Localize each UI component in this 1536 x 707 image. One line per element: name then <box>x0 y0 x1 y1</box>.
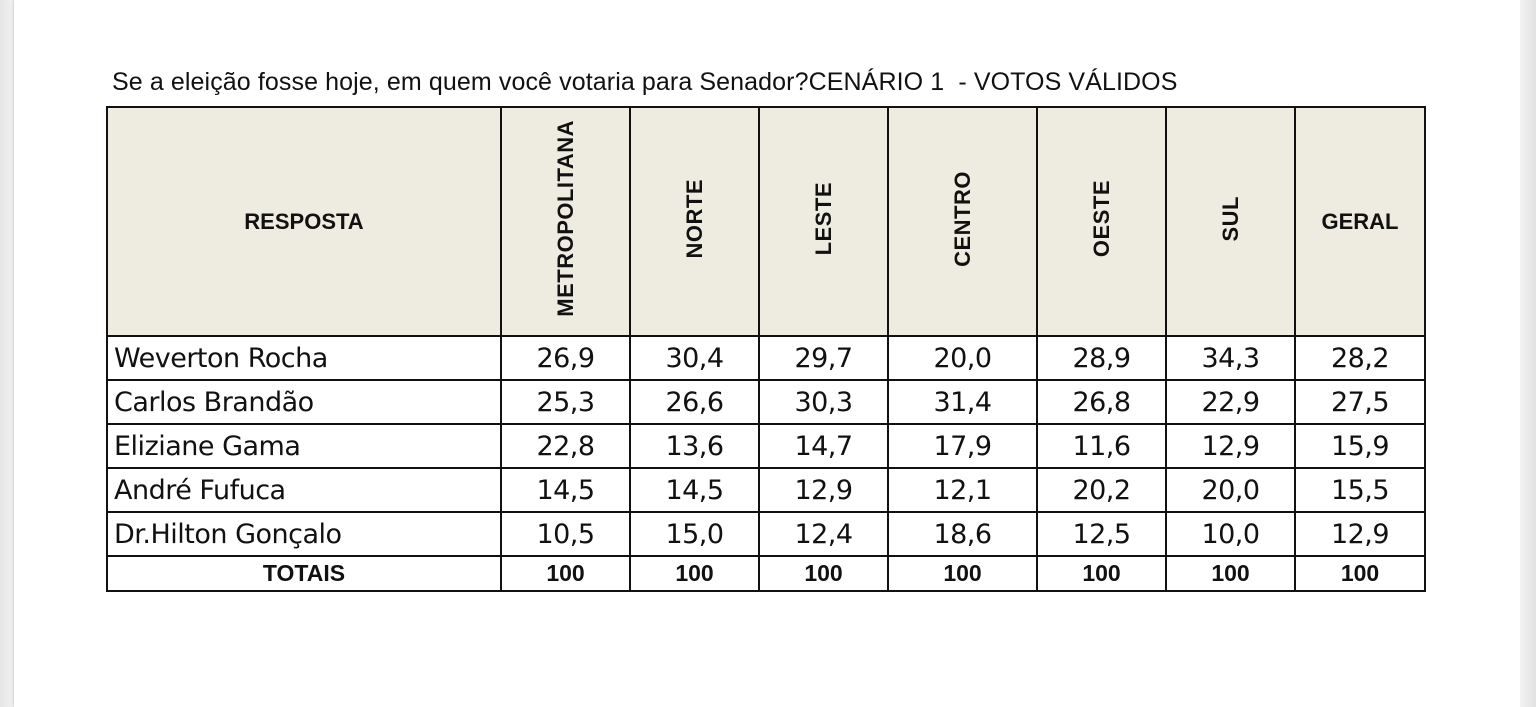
value-cell: 34,3 <box>1166 336 1295 380</box>
totals-row <box>107 556 1425 591</box>
table-row <box>107 512 1425 556</box>
value-cell: 29,7 <box>759 336 888 380</box>
header-region: CENTRO <box>888 107 1037 336</box>
table-row <box>107 468 1425 512</box>
header-region: METROPOLITANA <box>501 107 630 336</box>
value-cell: 22,8 <box>501 424 630 468</box>
candidate-name: Weverton Rocha <box>107 336 501 380</box>
table-title: Se a eleição fosse hoje, em quem você votaria para Senador?CENÁRIO 1 - VOTOS VÁLIDOS <box>112 68 1178 96</box>
value-cell: 12,5 <box>1037 512 1166 556</box>
value-cell: 14,5 <box>501 468 630 512</box>
header-region: NORTE <box>630 107 759 336</box>
table-row <box>107 424 1425 468</box>
value-cell: 28,2 <box>1295 336 1425 380</box>
value-cell: 22,9 <box>1166 380 1295 424</box>
value-cell: 10,5 <box>501 512 630 556</box>
value-cell: 20,2 <box>1037 468 1166 512</box>
total-cell: 100 <box>888 556 1037 591</box>
right-margin <box>1520 0 1536 707</box>
value-cell: 18,6 <box>888 512 1037 556</box>
value-cell: 28,9 <box>1037 336 1166 380</box>
totals-label: TOTAIS <box>107 556 501 591</box>
candidate-name: Dr.Hilton Gonçalo <box>107 512 501 556</box>
value-cell: 20,0 <box>1166 468 1295 512</box>
header-region: SUL <box>1166 107 1295 336</box>
value-cell: 31,4 <box>888 380 1037 424</box>
value-cell: 25,3 <box>501 380 630 424</box>
total-cell: 100 <box>1166 556 1295 591</box>
value-cell: 11,6 <box>1037 424 1166 468</box>
table-row <box>107 336 1425 380</box>
total-cell: 100 <box>501 556 630 591</box>
results-table <box>106 106 1426 592</box>
header-total: GERAL <box>1295 107 1425 336</box>
value-cell: 12,9 <box>759 468 888 512</box>
value-cell: 12,1 <box>888 468 1037 512</box>
value-cell: 14,7 <box>759 424 888 468</box>
value-cell: 15,9 <box>1295 424 1425 468</box>
value-cell: 30,3 <box>759 380 888 424</box>
total-cell: 100 <box>630 556 759 591</box>
value-cell: 15,0 <box>630 512 759 556</box>
total-cell: 100 <box>1295 556 1425 591</box>
left-margin <box>0 0 14 707</box>
value-cell: 10,0 <box>1166 512 1295 556</box>
header-response: RESPOSTA <box>107 107 501 336</box>
value-cell: 27,5 <box>1295 380 1425 424</box>
value-cell: 14,5 <box>630 468 759 512</box>
value-cell: 26,9 <box>501 336 630 380</box>
value-cell: 13,6 <box>630 424 759 468</box>
value-cell: 20,0 <box>888 336 1037 380</box>
candidate-name: Eliziane Gama <box>107 424 501 468</box>
value-cell: 17,9 <box>888 424 1037 468</box>
value-cell: 12,9 <box>1295 512 1425 556</box>
header-region: OESTE <box>1037 107 1166 336</box>
value-cell: 12,4 <box>759 512 888 556</box>
total-cell: 100 <box>759 556 888 591</box>
header-row <box>107 107 1425 336</box>
table-row <box>107 380 1425 424</box>
value-cell: 30,4 <box>630 336 759 380</box>
value-cell: 12,9 <box>1166 424 1295 468</box>
value-cell: 15,5 <box>1295 468 1425 512</box>
candidate-name: André Fufuca <box>107 468 501 512</box>
candidate-name: Carlos Brandão <box>107 380 501 424</box>
header-region: LESTE <box>759 107 888 336</box>
total-cell: 100 <box>1037 556 1166 591</box>
value-cell: 26,8 <box>1037 380 1166 424</box>
value-cell: 26,6 <box>630 380 759 424</box>
